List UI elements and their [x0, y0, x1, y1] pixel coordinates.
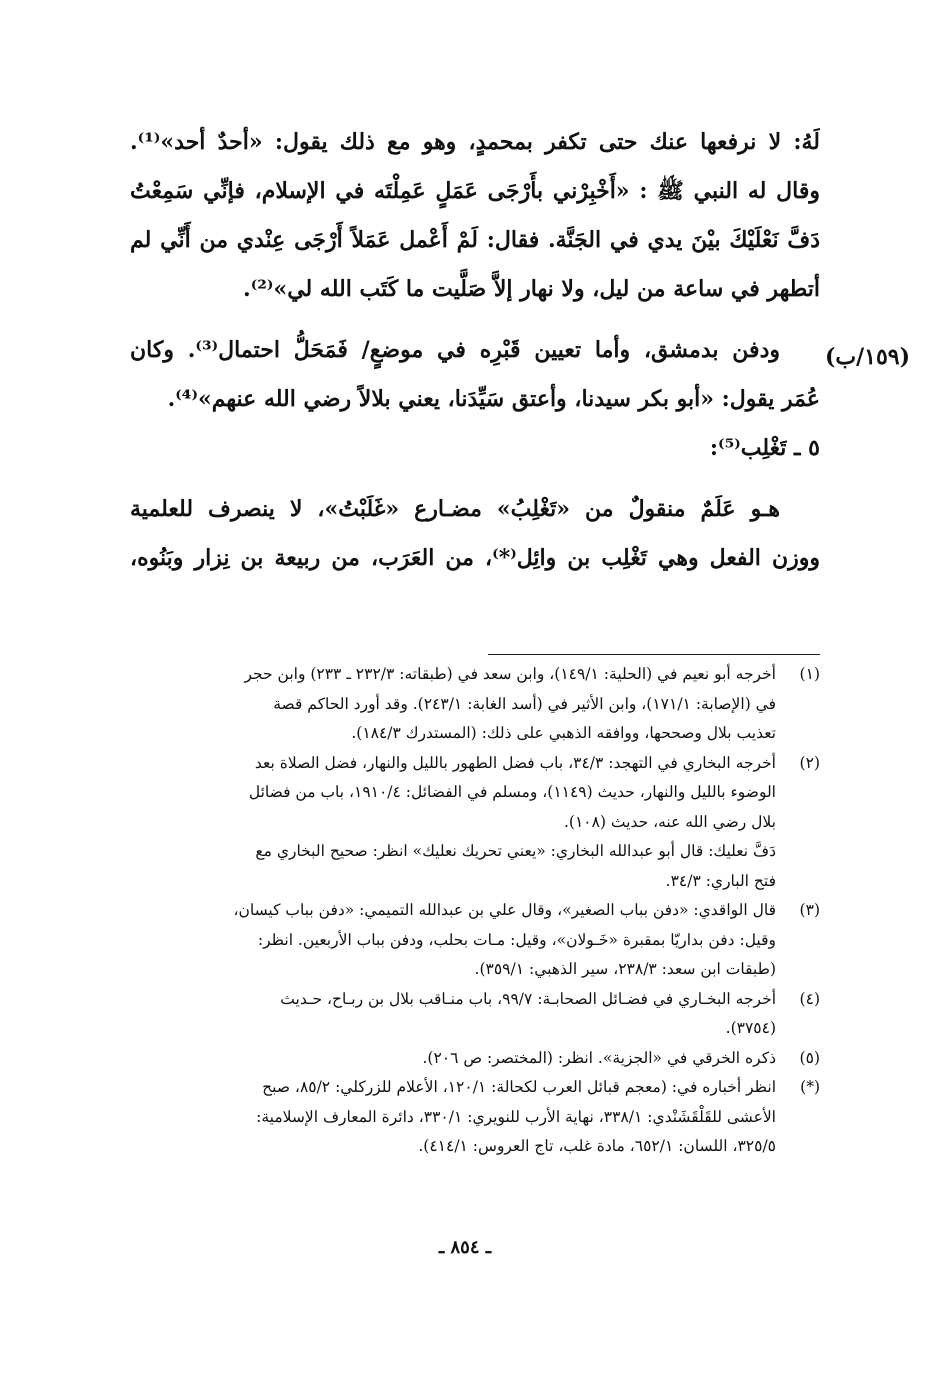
- footnote-4: [135, 985, 820, 1044]
- footnote-1: [135, 660, 820, 749]
- footnote-line: (طبقات ابن سعد: ٢٣٨/٣، سير الذهبي: ٣٥٩/١).: [474, 960, 776, 978]
- text-line: هـو عَلَمٌ منقولٌ من «تَغْلِبُ» مضـارع «غَلَبْتُ»، لا ينصرف للعلمية: [130, 496, 780, 522]
- text-line: لَهُ: لا نرفعها عنك حتى تكفر بمحمدٍ، وهو مع ذلك يقول: «أحدٌ أحد»⁽¹⁾.: [130, 129, 820, 155]
- footnote-line: أخرجه البخـاري في فضـائل الصحابـة: ٩٩/٧، باب منـاقب بلال بن ربـاح، حـديث: [280, 989, 776, 1008]
- main-text: [130, 118, 820, 583]
- footnote-star: [135, 1073, 820, 1162]
- footnote-3: [135, 896, 820, 985]
- text-line: وقال له النبي ﷺ : «أَخْبِرْني بأَرْجَى عَمَلٍ عَمِلْتَه في الإسلام، فإنِّي سَمِعْتُ: [130, 178, 820, 204]
- text-line: ووزن الفعل وهي تَغْلِب بن وائِل⁽*⁾، من العَرَب، من ربيعة بن نِزار وبَنُوه،: [130, 545, 820, 571]
- footnote-5: [135, 1044, 820, 1074]
- footnote-line: قال الواقدي: «دفن بباب الصغير»، وقال علي بن عبدالله التميمي: «دفن بباب كيسان،: [233, 901, 776, 919]
- margin-folio-note: (١٥٩/ب): [824, 344, 910, 370]
- footnote-number: (٢): [799, 753, 820, 772]
- footnote-line: أخرجه البخاري في التهجد: ٣٤/٣، باب فضل الطهور بالليل والنهار، فضل الصلاة بعد: [254, 753, 776, 772]
- footnote-number: (٤): [799, 989, 820, 1008]
- footnote-line: دَفَّ نعليك: قال أبو عبدالله البخاري: «يعني تحريك نعليك» انظر: صحيح البخاري مع: [255, 842, 776, 860]
- footnote-line: ٣٢٥/٥، اللسان: ٦٥٢/١، مادة غلب، تاج العروس: ٤١٤/١).: [418, 1137, 776, 1155]
- footnote-line: (٣٧٥٤).: [725, 1019, 776, 1037]
- section-heading: ٥ ـ تَغْلِب⁽⁵⁾:: [709, 435, 820, 461]
- text-line: ودفن بدمشق، وأما تعيين قَبْرِه في موضعٍ/ فَمَحَلُّ احتمال⁽³⁾. وكان: [130, 337, 780, 363]
- footnote-line: تعذيب بلال وصححها، ووافقه الذهبي على ذلك: (المستدرك ١٨٤/٣).: [351, 724, 776, 742]
- footnote-line: الأعشى للقَلْقَشَنْدي: ٣٣٨/١، نهاية الأرب للنويري: ٣٣٠/١، دائرة المعارف الإسلامية:: [256, 1107, 776, 1126]
- text-line: عُمَر يقول: «أبو بكر سيدنا، وأعتق سَيِّدَنا، يعني بلالاً رضي الله عنهم»⁽⁴⁾.: [167, 386, 820, 412]
- text-line: أتطهر في ساعة من ليل، ولا نهار إلاَّ صَلَّيت ما كَتَب الله لي»⁽²⁾.: [243, 276, 820, 302]
- footnote-line: فتح الباري: ٣٤/٣.: [665, 871, 776, 890]
- footnotes: [135, 660, 820, 1162]
- footnote-line: الوضوء بالليل والنهار، حديث (١١٤٩)، ومسلم في الفضائل: ١٩١٠/٤، باب من فضائل: [248, 783, 776, 801]
- footnote-2-gloss: [135, 837, 820, 896]
- footnote-line: بلال رضي الله عنه، حديث (١٠٨).: [563, 812, 776, 831]
- footnote-2: [135, 749, 820, 838]
- footnote-separator: [488, 654, 820, 655]
- text-line: دَفَّ نَعْلَيْكَ بيْنَ يدي في الجَنَّة. فقال: لَمْ أَعْمل عَمَلاً أَرْجَى عِنْدي من أَنِّي لم: [130, 227, 820, 253]
- footnote-line: وقيل: دفن بداريّا بمقبرة «خَـولان»، وقيل: مـات بحلب، ودفن بباب الأربعين. انظر:: [257, 930, 776, 949]
- footnote-number: (*): [800, 1078, 820, 1096]
- footnote-number: (١): [799, 665, 820, 683]
- footnote-number: (٥): [799, 1048, 820, 1067]
- footnote-line: أخرجه أبو نعيم في (الحلية: ١٤٩/١)، وابن سعد في (طبقاته: ٢٣٢/٣ ـ ٢٣٣) وابن حجر: [244, 665, 776, 683]
- page-number: ـ ٨٥٤ ـ: [438, 1237, 492, 1258]
- footnote-line: انظر أخباره في: (معجم قبائل العرب لكحالة: ١٢٠/١، الأعلام للزركلي: ٨٥/٢، صبح: [262, 1078, 776, 1096]
- footnote-number: (٣): [799, 901, 820, 919]
- footnote-line: ذكره الخرقي في «الجزية». انظر: (المختصر: ص ٢٠٦).: [422, 1048, 776, 1067]
- footnote-line: في (الإصابة: ١٧١/١)، وابن الأثير في (أسد الغابة: ٢٤٣/١). وقد أورد الحاكم قصة: [273, 694, 776, 713]
